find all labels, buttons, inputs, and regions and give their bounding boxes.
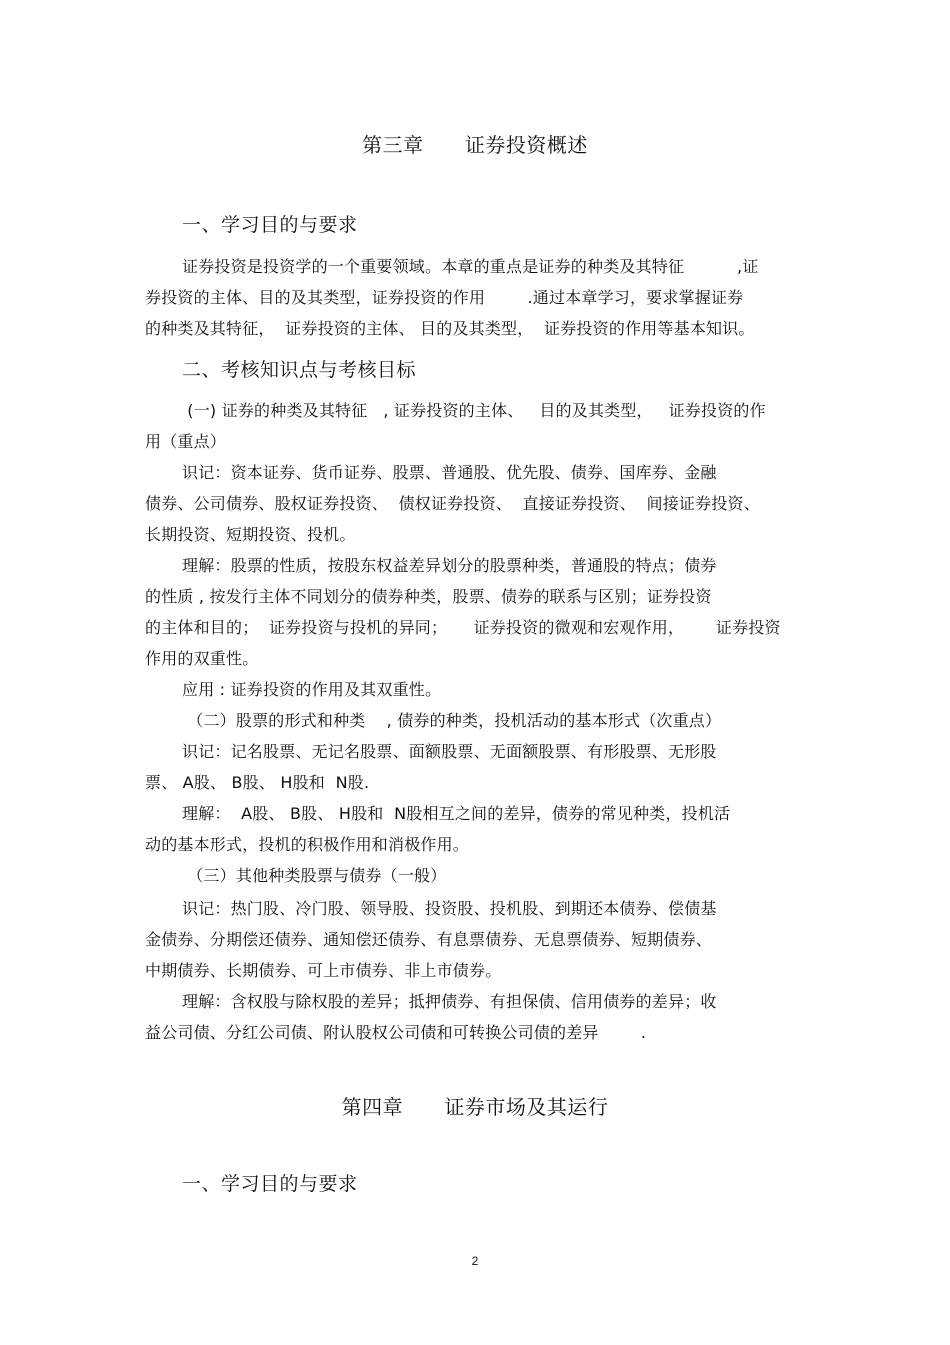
ch3-s2-line-3: 识记：资本证券、货币证券、股票、普通股、优先股、债券、国库券、金融 xyxy=(182,463,717,482)
chapter-4-title: 第四章 证券市场及其运行 xyxy=(341,1095,609,1119)
ch3-s2-line-16: （三）其他种类股票与债券（一般） xyxy=(182,866,447,885)
chapter-3-title: 第三章 证券投资概述 xyxy=(362,133,588,157)
page-number: 2 xyxy=(471,1254,479,1268)
ch4-section-1-heading: 一、学习目的与要求 xyxy=(182,1173,358,1195)
ch3-s2-line-5: 长期投资、短期投资、投机。 xyxy=(145,525,356,544)
ch3-s2-line-18: 金债券、分期偿还债券、通知偿还债券、有息票债券、无息票债券、短期债券、 xyxy=(145,930,713,949)
ch3-s1-line-1: 证券投资是投资学的一个重要领域。本章的重点是证券的种类及其特征 ,证 xyxy=(182,257,759,276)
ch3-s2-line-7: 的性质 , 按发行主体不同划分的债券种类，股票、债券的联系与区别；证券投资 xyxy=(145,587,712,606)
ch3-s2-line-6: 理解：股票的性质，按股东权益差异划分的股票种类，普通股的特点；债券 xyxy=(182,556,717,575)
ch3-s2-line-15: 动的基本形式，投机的积极作用和消极作用。 xyxy=(145,835,470,854)
ch3-s2-line-11: （二）股票的形式和种类 , 债券的种类，投机活动的基本形式（次重点） xyxy=(182,711,722,730)
ch3-s2-line-21: 益公司债、分红公司债、附认股权公司债和可转换公司债的差异 . xyxy=(145,1023,647,1042)
ch3-s2-line-14: 理解： A股、 B股、 H股和 N股相互之间的差异，债券的常见种类，投机活 xyxy=(182,804,731,823)
ch3-s2-line-9: 作用的双重性。 xyxy=(145,649,259,668)
ch3-s2-line-10: 应用 : 证券投资的作用及其双重性。 xyxy=(182,680,442,699)
ch3-s2-line-12: 识记：记名股票、无记名股票、面额股票、无面额股票、有形股票、无形股 xyxy=(182,742,717,761)
ch3-s2-line-17: 识记：热门股、冷门股、领导股、投资股、投机股、到期还本债券、偿债基 xyxy=(182,899,717,918)
ch3-s2-line-4: 债券、公司债券、股权证券投资、 债权证券投资、 直接证券投资、 间接证券投资、 xyxy=(145,494,760,513)
ch3-s2-line-19: 中期债券、长期债券、可上市债券、非上市债券。 xyxy=(145,961,502,980)
ch3-s1-line-2: 券投资的主体、目的及其类型，证券投资的作用 .通过本章学习，要求掌握证券 xyxy=(145,288,744,307)
ch3-s1-line-3: 的种类及其特征， 证券投资的主体、 目的及其类型， 证券投资的作用等基本知识。 xyxy=(145,319,755,338)
ch3-s2-line-20: 理解：含权股与除权股的差异；抵押债券、有担保债、信用债券的差异；收 xyxy=(182,992,717,1011)
ch3-s2-line-8: 的主体和目的； 证券投资与投机的异同； 证券投资的微观和宏观作用， 证券投资 xyxy=(145,618,781,637)
ch3-section-1-heading: 一、学习目的与要求 xyxy=(182,214,358,236)
ch3-s2-line-2: 用（重点） xyxy=(145,432,227,451)
ch3-section-2-heading: 二、考核知识点与考核目标 xyxy=(182,359,417,381)
ch3-s2-line-1: (一) 证券的种类及其特征 , 证券投资的主体、 目的及其类型， 证券投资的作 xyxy=(182,401,766,420)
ch3-s2-line-13: 票、 A股、 B股、 H股和 N股. xyxy=(145,773,370,792)
